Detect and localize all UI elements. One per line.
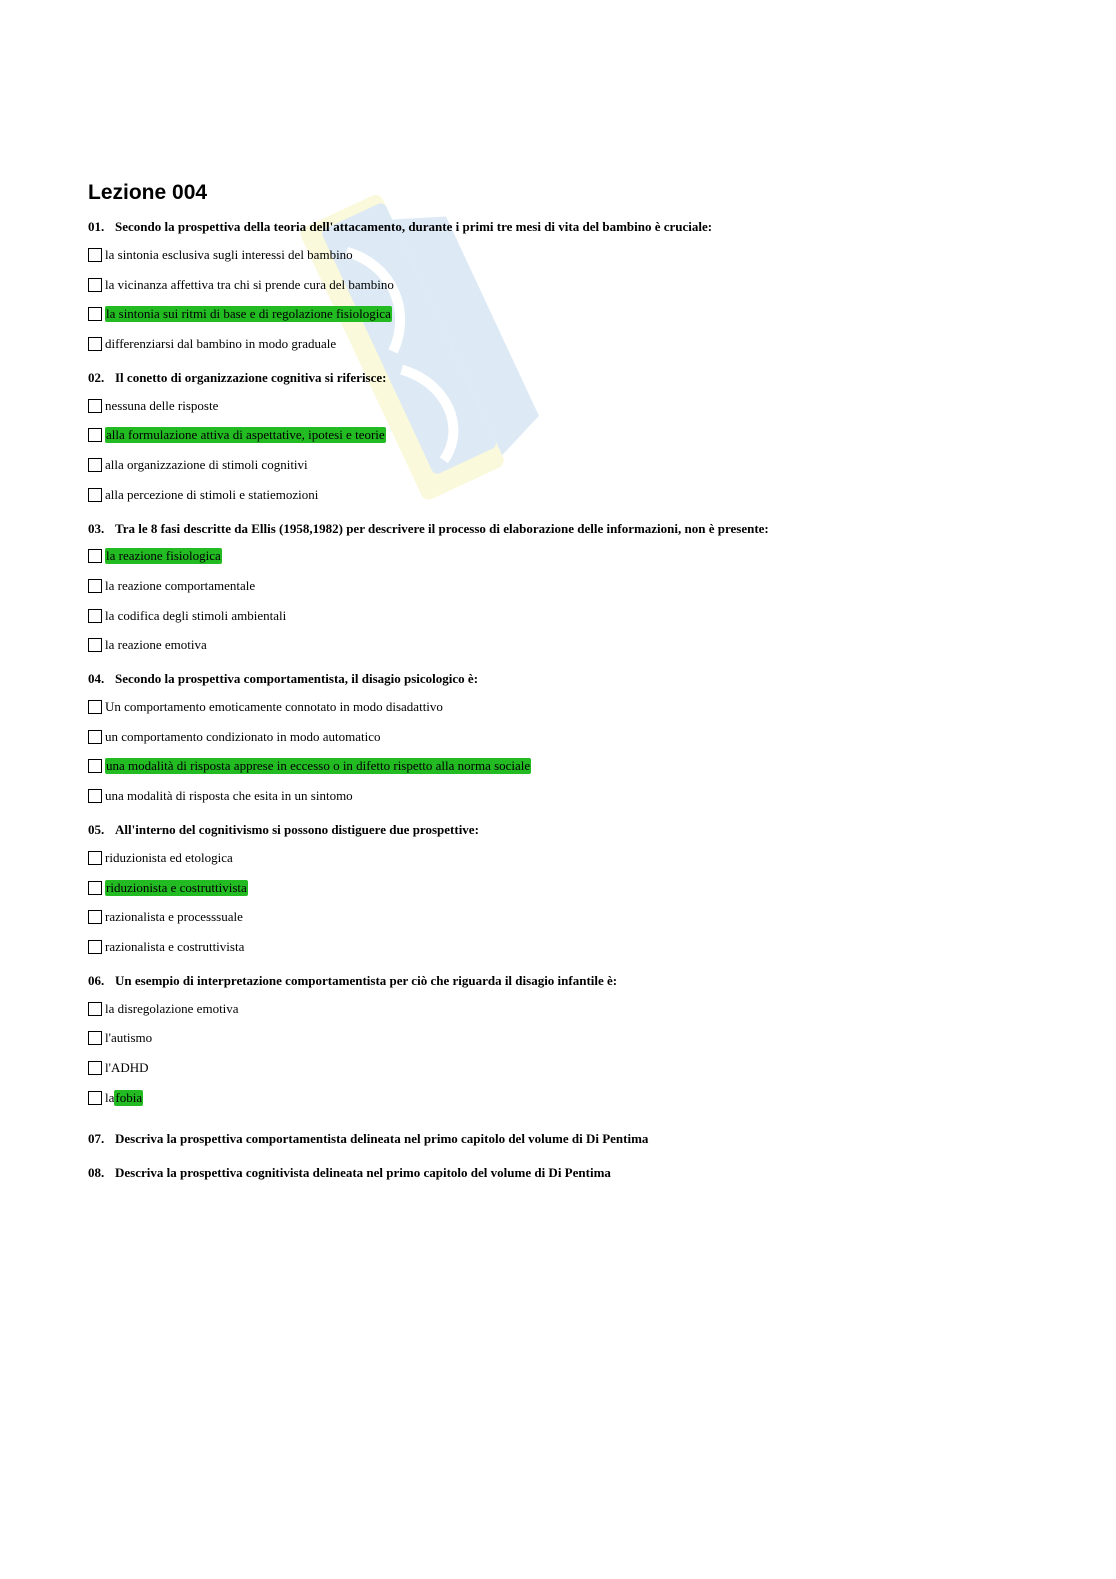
answer-option[interactable] xyxy=(88,571,1028,601)
answer-option[interactable] xyxy=(88,781,1028,811)
answer-label: la reazione fisiologica xyxy=(106,548,221,564)
answer-option[interactable] xyxy=(88,391,1028,421)
answer-label: riduzionista ed etologica xyxy=(105,849,233,865)
checkbox-icon[interactable] xyxy=(88,248,102,262)
answer-option[interactable] xyxy=(88,480,1028,510)
question-text xyxy=(88,671,1028,687)
answer-option[interactable] xyxy=(88,932,1028,962)
answer-option[interactable] xyxy=(88,542,1028,572)
question-label: Il conetto di organizzazione cognitiva si riferisce: xyxy=(115,369,387,385)
answer-option[interactable] xyxy=(88,299,1028,329)
answer-option[interactable] xyxy=(88,722,1028,752)
question-number: 04. xyxy=(88,671,105,687)
answer-label: la xyxy=(105,1089,115,1105)
lesson-title: Lezione 004 xyxy=(88,181,208,204)
question-04 xyxy=(88,671,1028,811)
checkbox-icon[interactable] xyxy=(88,337,102,351)
question-text xyxy=(88,521,1028,537)
open-question-07 xyxy=(88,1131,1028,1147)
question-number: 03. xyxy=(88,520,105,536)
answer-label: una modalità di risposta apprese in eccesso o in difetto rispetto alla norma sociale xyxy=(106,758,531,774)
answer-option[interactable] xyxy=(88,240,1028,270)
checkbox-icon[interactable] xyxy=(88,910,102,924)
answer-label: razionalista e costruttivista xyxy=(105,938,245,954)
answer-label: la disregolazione emotiva xyxy=(105,1000,239,1016)
checkbox-icon[interactable] xyxy=(88,1061,102,1075)
document-page xyxy=(88,178,1028,1190)
answer-option[interactable] xyxy=(88,1053,1028,1083)
checkbox-icon[interactable] xyxy=(88,881,102,895)
open-question-list xyxy=(88,1131,1028,1181)
question-text xyxy=(88,822,1028,838)
question-03 xyxy=(88,521,1028,661)
question-label: Secondo la prospettiva comportamentista, il disagio psicologico è: xyxy=(115,671,479,687)
question-text xyxy=(88,973,1028,989)
answer-option[interactable] xyxy=(88,1083,1028,1113)
answer-label: riduzionista e costruttivista xyxy=(106,879,247,895)
answer-option[interactable] xyxy=(88,450,1028,480)
answer-label: l'autismo xyxy=(105,1030,153,1046)
checkbox-icon[interactable] xyxy=(88,579,102,593)
answer-label: nessuna delle risposte xyxy=(105,397,219,413)
answer-option[interactable] xyxy=(88,329,1028,359)
question-label: Secondo la prospettiva della teoria dell'attacamento, durante i primi tre mesi di vita del bambino è cruciale: xyxy=(115,219,713,234)
question-label: Descriva la prospettiva comportamentista delineata nel primo capitolo del volume di Di Pentima xyxy=(115,1130,649,1146)
question-list xyxy=(88,219,1028,1113)
question-number: 06. xyxy=(88,972,105,988)
answer-option[interactable] xyxy=(88,420,1028,450)
answer-label: una modalità di risposta che esita in un sintomo xyxy=(105,788,353,804)
answer-label: la vicinanza affettiva tra chi si prende cura del bambino xyxy=(105,276,394,292)
checkbox-icon[interactable] xyxy=(88,278,102,292)
answer-label: alla percezione di stimoli e statiemozioni xyxy=(105,486,319,502)
checkbox-icon[interactable] xyxy=(88,458,102,472)
answer-option[interactable] xyxy=(88,843,1028,873)
answer-label: la sintonia esclusiva sugli interessi del bambino xyxy=(105,246,353,262)
checkbox-icon[interactable] xyxy=(88,638,102,652)
checkbox-icon[interactable] xyxy=(88,428,102,442)
question-number: 08. xyxy=(88,1164,105,1180)
answer-label: l'ADHD xyxy=(105,1059,149,1075)
answer-option[interactable] xyxy=(88,631,1028,661)
answer-option[interactable] xyxy=(88,270,1028,300)
answer-option[interactable] xyxy=(88,692,1028,722)
answer-highlight: fobia xyxy=(115,1089,143,1105)
checkbox-icon[interactable] xyxy=(88,399,102,413)
question-text xyxy=(88,219,1028,235)
question-label: Tra le 8 fasi descritte da Ellis (1958,1982) per descrivere il processo di elaborazione delle informazioni, non è presente: xyxy=(115,520,769,536)
checkbox-icon[interactable] xyxy=(88,1002,102,1016)
checkbox-icon[interactable] xyxy=(88,789,102,803)
checkbox-icon[interactable] xyxy=(88,307,102,321)
question-label: Descriva la prospettiva cognitivista delineata nel primo capitolo del volume di Di Pentima xyxy=(115,1164,611,1180)
answer-option[interactable] xyxy=(88,601,1028,631)
question-02 xyxy=(88,370,1028,510)
checkbox-icon[interactable] xyxy=(88,609,102,623)
checkbox-icon[interactable] xyxy=(88,759,102,773)
question-01 xyxy=(88,219,1028,359)
answer-label: la reazione comportamentale xyxy=(105,578,256,594)
checkbox-icon[interactable] xyxy=(88,940,102,954)
question-05 xyxy=(88,822,1028,962)
question-label: Un esempio di interpretazione comportamentista per ciò che riguarda il disagio infantile è: xyxy=(115,972,618,988)
answer-option[interactable] xyxy=(88,752,1028,782)
answer-option[interactable] xyxy=(88,994,1028,1024)
question-06 xyxy=(88,973,1028,1113)
answer-option[interactable] xyxy=(88,873,1028,903)
answer-option[interactable] xyxy=(88,1023,1028,1053)
open-question-08 xyxy=(88,1165,1028,1181)
answer-label: differenziarsi dal bambino in modo graduale xyxy=(105,335,337,351)
answer-label: la codifica degli stimoli ambientali xyxy=(105,607,287,623)
answer-label: la sintonia sui ritmi di base e di regolazione fisiologica xyxy=(106,306,391,322)
answer-label: alla formulazione attiva di aspettative, ipotesi e teorie xyxy=(106,427,385,443)
answer-label: alla organizzazione di stimoli cognitivi xyxy=(105,456,308,472)
answer-label: la reazione emotiva xyxy=(105,637,207,653)
checkbox-icon[interactable] xyxy=(88,1091,102,1105)
question-label: All'interno del cognitivismo si possono distiguere due prospettive: xyxy=(115,822,479,837)
question-number: 01. xyxy=(88,219,105,234)
answer-label: un comportamento condizionato in modo automatico xyxy=(105,728,381,744)
checkbox-icon[interactable] xyxy=(88,1031,102,1045)
question-number: 02. xyxy=(88,369,105,385)
question-number: 05. xyxy=(88,822,105,837)
answer-option[interactable] xyxy=(88,902,1028,932)
checkbox-icon[interactable] xyxy=(88,488,102,502)
checkbox-icon[interactable] xyxy=(88,730,102,744)
checkbox-icon[interactable] xyxy=(88,549,102,563)
checkbox-icon[interactable] xyxy=(88,851,102,865)
answer-label: Un comportamento emoticamente connotato in modo disadattivo xyxy=(105,699,443,715)
checkbox-icon[interactable] xyxy=(88,700,102,714)
question-number: 07. xyxy=(88,1130,105,1146)
question-text xyxy=(88,370,1028,386)
answer-label: razionalista e processsuale xyxy=(105,909,243,925)
